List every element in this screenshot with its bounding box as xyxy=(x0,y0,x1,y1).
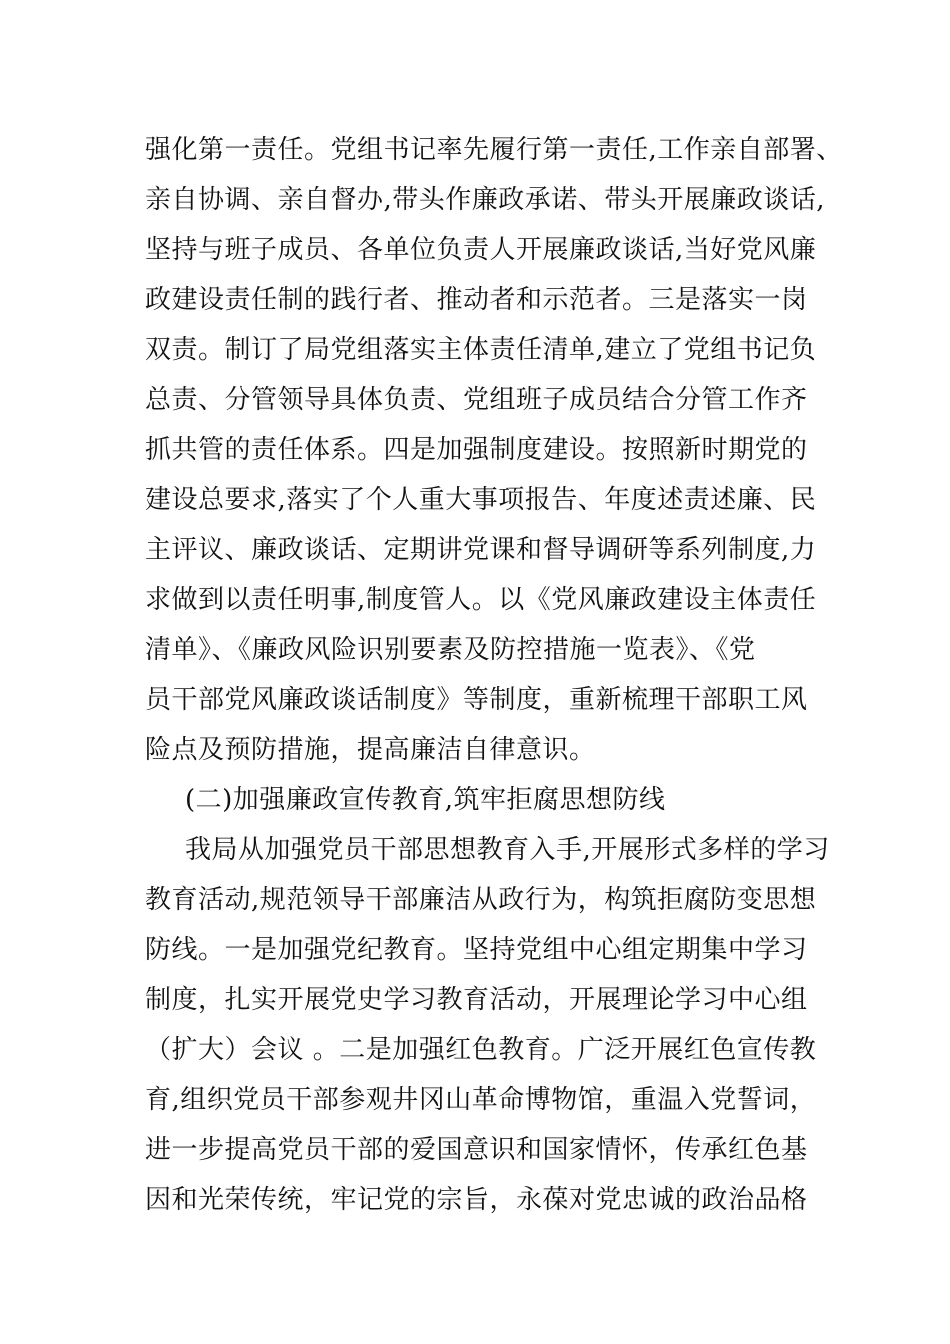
text-line: 双责。制订了局党组落实主体责任清单,建立了党组书记负 xyxy=(145,335,817,365)
text-line: 教育活动,规范领导干部廉洁从政行为，构筑拒腐防变思想 xyxy=(145,885,817,915)
text-line: 制度，扎实开展党史学习教育活动，开展理论学习中心组 xyxy=(145,985,808,1015)
text-line: 政建设责任制的践行者、推动者和示范者。三是落实一岗 xyxy=(145,285,808,315)
text-line: 总责、分管领导具体负责、党组班子成员结合分管工作齐 xyxy=(145,385,808,415)
text-line: 强化第一责任。党组书记率先履行第一责任,工作亲自部署、 xyxy=(145,135,843,165)
text-line: 因和光荣传统，牢记党的宗旨，永葆对党忠诚的政治品格 xyxy=(145,1185,808,1215)
text-line: （扩大）会议 。二是加强红色教育。广泛开展红色宣传教 xyxy=(145,1035,817,1065)
text-line: 抓共管的责任体系。四是加强制度建设。按照新时期党的 xyxy=(145,435,808,465)
text-line: 求做到以责任明事,制度管人。以《党风廉政建设主体责任 xyxy=(145,585,817,615)
text-line: 育,组织党员干部参观井冈山革命博物馆，重温入党誓词， xyxy=(145,1085,817,1115)
text-line: 险点及预防措施，提高廉洁自律意识。 xyxy=(145,735,596,765)
text-line: 建设总要求,落实了个人重大事项报告、年度述责述廉、民 xyxy=(145,485,817,515)
text-line: 主评议、廉政谈话、定期讲党课和督导调研等系列制度,力 xyxy=(145,535,817,565)
text-line: 进一步提高党员干部的爱国意识和国家情怀，传承红色基 xyxy=(145,1135,808,1165)
text-line: 防线。一是加强党纪教育。坚持党组中心组定期集中学习 xyxy=(145,935,808,965)
section-heading: (二)加强廉政宣传教育,筑牢拒腐思想防线 xyxy=(185,785,666,815)
text-line: 亲自协调、亲自督办,带头作廉政承诺、带头开展廉政谈话, xyxy=(145,185,826,215)
text-line: 清单》、《廉政风险识别要素及防控措施一览表》、《党 xyxy=(145,635,756,665)
text-line: 坚持与班子成员、各单位负责人开展廉政谈话,当好党风廉 xyxy=(145,235,817,265)
text-line: 员干部党风廉政谈话制度》等制度，重新梳理干部职工风 xyxy=(145,685,808,715)
text-line: 我局从加强党员干部思想教育入手,开展形式多样的学习 xyxy=(185,835,830,865)
